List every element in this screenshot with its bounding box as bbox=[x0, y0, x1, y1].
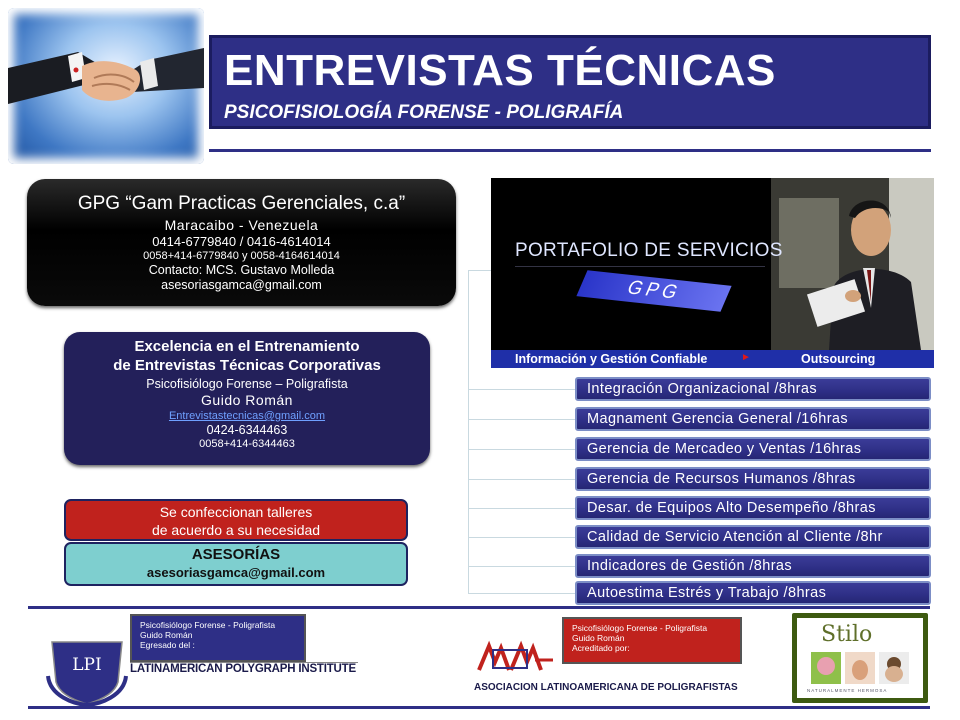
arrow-right-icon: ► bbox=[741, 352, 751, 363]
company-contact-card bbox=[27, 179, 456, 306]
lpi-logo-text: LPI bbox=[72, 655, 102, 675]
service-item-recursos-humanos[interactable]: Gerencia de Recursos Humanos /8hras bbox=[575, 467, 931, 491]
workshop-line-2: de acuerdo a su necesidad bbox=[151, 522, 321, 538]
service-item-calidad-servicio[interactable]: Calidad de Servicio Atención al Cliente /8hr bbox=[575, 525, 931, 549]
service-item-indicadores-gestion[interactable]: Indicadores de Gestión /8hras bbox=[575, 554, 931, 578]
trainer-email-link[interactable]: Entrevistastecnicas@gmail.com bbox=[168, 410, 326, 422]
alp-line-3: Acreditado por: bbox=[572, 643, 630, 653]
stilo-photo-strip bbox=[811, 650, 911, 686]
consulting-box bbox=[64, 542, 408, 586]
alp-line-2: Guido Román bbox=[572, 633, 625, 643]
consulting-title: ASESORÍAS bbox=[191, 546, 281, 563]
page-subtitle: PSICOFISIOLOGÍA FORENSE - POLIGRAFÍA bbox=[224, 102, 624, 123]
alp-logo bbox=[475, 640, 555, 680]
stilo-word: Stilo bbox=[821, 622, 873, 647]
excellence-line-2: de Entrevistas Técnicas Corporativas bbox=[113, 357, 381, 374]
lpi-credential-card bbox=[130, 614, 306, 662]
consulting-email: asesoriasgamca@gmail.com bbox=[146, 565, 326, 580]
service-item-gerencia-general[interactable]: Magnament Gerencia General /16hras bbox=[575, 407, 931, 431]
company-email: asesoriasgamca@gmail.com bbox=[161, 278, 322, 292]
businessman-illustration bbox=[771, 178, 934, 350]
tree-connector bbox=[468, 593, 575, 594]
tree-connector bbox=[468, 449, 575, 450]
trainer-phone: 0424-6344463 bbox=[206, 423, 288, 437]
alp-credential-card bbox=[562, 617, 742, 664]
excellence-line-1: Excelencia en el Entrenamiento bbox=[134, 338, 360, 355]
portfolio-title-underline bbox=[515, 266, 765, 267]
custom-workshops-box bbox=[64, 499, 408, 541]
stilo-logo bbox=[792, 613, 928, 703]
service-item-integracion[interactable]: Integración Organizacional /8hras bbox=[575, 377, 931, 401]
gpg-badge: GPG bbox=[576, 270, 731, 312]
tree-connector-vertical bbox=[468, 270, 469, 594]
title-banner bbox=[209, 35, 931, 129]
company-intl-phones: 0058+414-6779840 y 0058-4164614014 bbox=[143, 250, 340, 262]
alp-association-name: ASOCIACION LATINOAMERICANA DE POLIGRAFISTAS bbox=[474, 682, 738, 693]
tree-connector bbox=[468, 270, 491, 271]
trainer-role: Psicofisiólogo Forense – Poligrafista bbox=[146, 377, 348, 391]
header-divider bbox=[209, 149, 931, 152]
tree-connector bbox=[468, 508, 575, 509]
services-portfolio-image bbox=[491, 178, 934, 368]
tagline-left: Información y Gestión Confiable bbox=[515, 352, 708, 366]
portfolio-title: PORTAFOLIO DE SERVICIOS bbox=[515, 240, 783, 261]
tree-connector bbox=[468, 479, 575, 480]
lpi-line-2: Guido Román bbox=[140, 630, 193, 640]
company-phones: 0414-6779840 / 0416-4614014 bbox=[152, 234, 331, 249]
page-title: ENTREVISTAS TÉCNICAS bbox=[224, 46, 776, 95]
tree-connector bbox=[468, 566, 575, 567]
lpi-line-3: Egresado del : bbox=[140, 640, 195, 650]
alp-line-1: Psicofisiólogo Forense - Poligrafista bbox=[572, 623, 708, 633]
trainer-intl-phone: 0058+414-6344463 bbox=[199, 438, 295, 450]
tree-connector bbox=[468, 537, 575, 538]
tree-connector bbox=[468, 419, 575, 420]
stilo-tagline: NATURALMENTE HERMOSA bbox=[807, 688, 888, 693]
workshop-line-1: Se confeccionan talleres bbox=[159, 504, 313, 520]
service-item-autoestima-estres[interactable]: Autoestima Estrés y Trabajo /8hras bbox=[575, 581, 931, 605]
company-city: Maracaibo - Venezuela bbox=[164, 217, 319, 233]
footer-divider-top bbox=[28, 606, 930, 609]
company-name: GPG “Gam Practicas Gerenciales, c.a” bbox=[77, 193, 406, 214]
footer-divider-bottom bbox=[28, 706, 930, 709]
portfolio-tagline-bar bbox=[491, 350, 934, 368]
service-item-equipos-alto-desempeno[interactable]: Desar. de Equipos Alto Desempeño /8hras bbox=[575, 496, 931, 520]
service-item-mercadeo-ventas[interactable]: Gerencia de Mercadeo y Ventas /16hras bbox=[575, 437, 931, 461]
lpi-logo bbox=[44, 636, 130, 706]
company-contact-person: Contacto: MCS. Gustavo Molleda bbox=[148, 263, 335, 277]
lpi-line-1: Psicofisiólogo Forense - Poligrafista bbox=[140, 620, 276, 630]
lpi-institute-name: LATINAMERICAN POLYGRAPH INSTITUTE bbox=[130, 662, 358, 677]
handshake-image bbox=[8, 8, 204, 164]
training-excellence-card bbox=[64, 332, 430, 465]
stilo-logo-panel bbox=[797, 618, 923, 698]
tagline-right: Outsourcing bbox=[801, 352, 876, 366]
tree-connector bbox=[468, 389, 575, 390]
trainer-name: Guido Román bbox=[201, 392, 293, 408]
